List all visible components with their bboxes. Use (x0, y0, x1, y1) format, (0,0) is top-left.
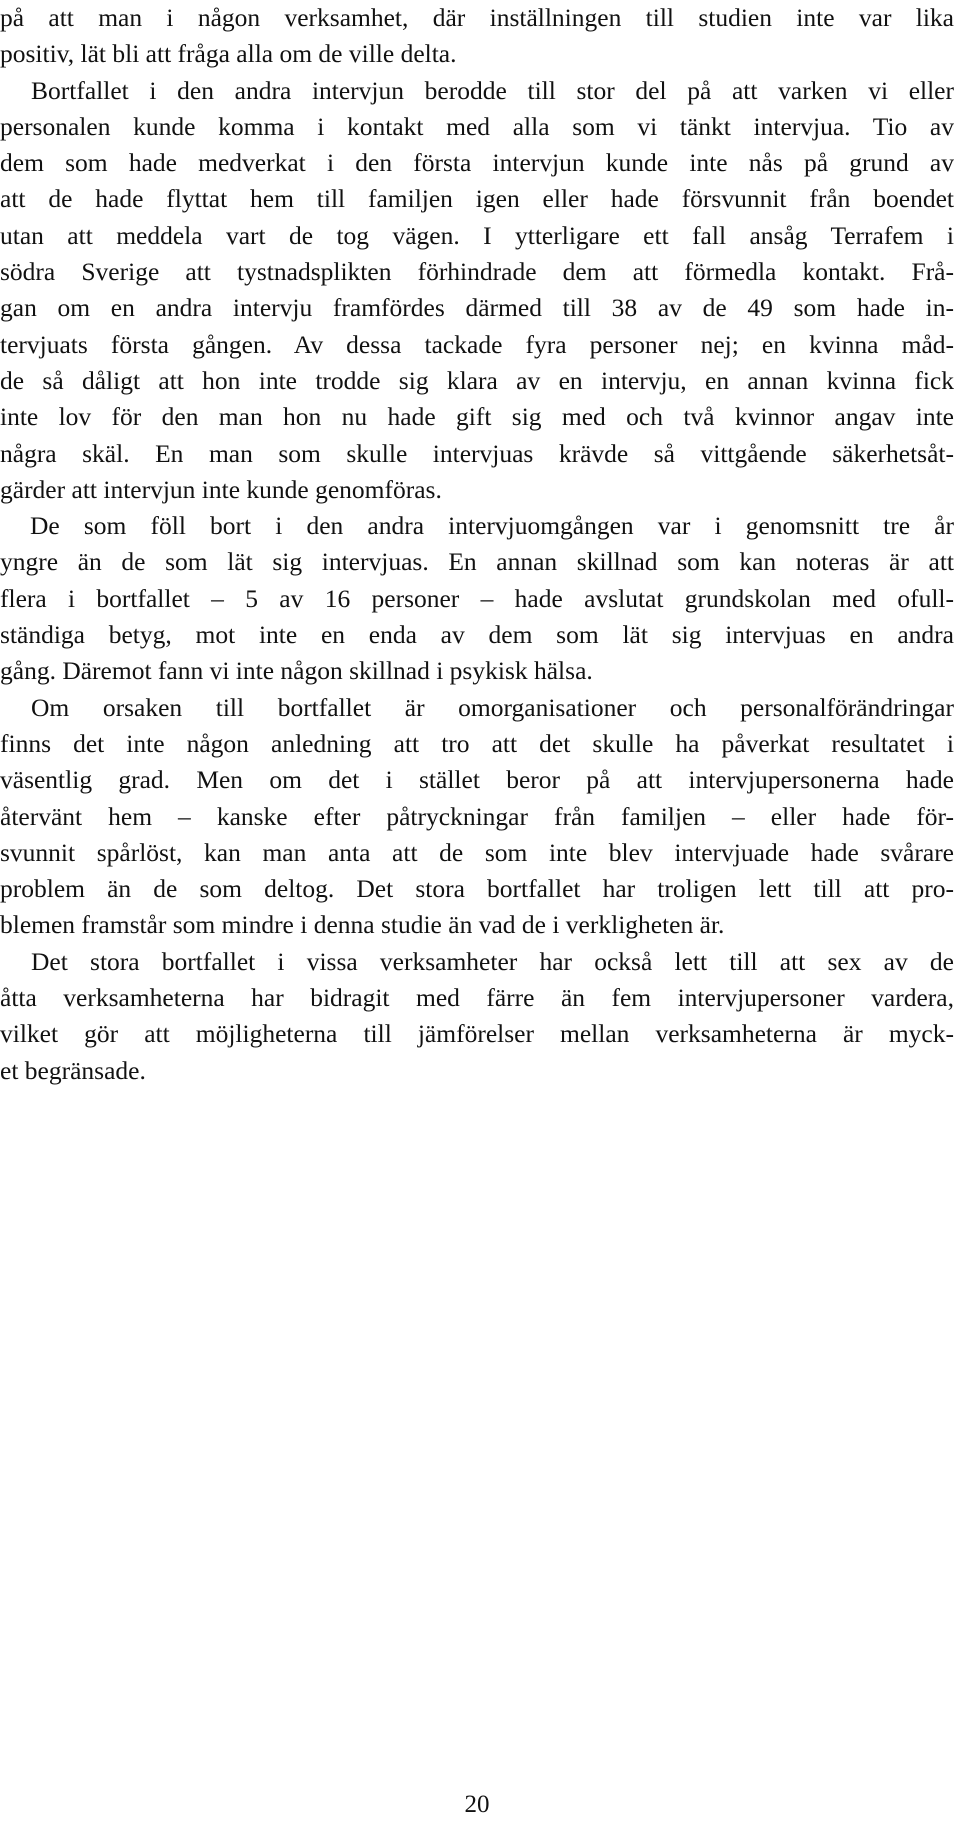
text-line: södra Sverige att tystnadsplikten förhindrade dem att förmedla kontakt. Frå- (0, 257, 954, 287)
text-line: åtta verksamheterna har bidragit med färre än fem intervjupersoner vardera, (0, 983, 954, 1013)
text-line: personalen kunde komma i kontakt med alla som vi tänkt intervjua. Tio av (0, 111, 954, 141)
text-line: tervjuats första gången. Av dessa tackade fyra personer nej; en kvinna måd- (0, 329, 954, 359)
text-line: problem än de som deltog. Det stora bortfallet har troligen lett till att pro- (0, 874, 954, 904)
page-number: 20 (464, 1791, 490, 1818)
text-line: vilket gör att möjligheterna till jämförelser mellan verksamheterna är myck- (0, 1019, 954, 1049)
text-line: De som föll bort i den andra intervjuomgången var i genomsnitt tre år (30, 511, 954, 541)
text-line: positiv, lät bli att fråga alla om de ville delta. (0, 39, 457, 69)
text-line: dem som hade medverkat i den första intervjun kunde inte nås på grund av (0, 148, 954, 178)
text-line: gan om en andra intervju framfördes därmed till 38 av de 49 som hade in- (0, 293, 954, 323)
text-line: svunnit spårlöst, kan man anta att de som inte blev intervjuade hade svårare (0, 837, 954, 867)
text-line: finns det inte någon anledning att tro att det skulle ha påverkat resultatet i (0, 728, 954, 758)
text-line: Om orsaken till bortfallet är omorganisationer och personalförändringar (31, 692, 954, 722)
text-line: Bortfallet i den andra intervjun berodde till stor del på att varken vi eller (31, 75, 954, 105)
text-line: ständiga betyg, mot inte en enda av dem som lät sig intervjuas en andra (0, 620, 954, 650)
text-line: yngre än de som lät sig intervjuas. En annan skillnad som kan noteras är att (0, 547, 954, 577)
text-line: på att man i någon verksamhet, där inställningen till studien inte var lika (0, 3, 954, 32)
text-line: flera i bortfallet – 5 av 16 personer – hade avslutat grundskolan med ofull- (0, 583, 954, 613)
text-line: utan att meddela vart de tog vägen. I ytterligare ett fall ansåg Terrafem i (0, 220, 954, 250)
text-line: Det stora bortfallet i vissa verksamheter har också lett till att sex av de (31, 946, 954, 976)
text-line: gärder att intervjun inte kunde genomföras. (0, 474, 442, 504)
text-line: inte lov för den man hon nu hade gift sig med och två kvinnor angav inte (0, 402, 954, 432)
text-line: återvänt hem – kanske efter påtryckningar från familjen – eller hade för- (0, 801, 954, 831)
text-line: blemen framstår som mindre i denna studie än vad de i verkligheten är. (0, 910, 725, 940)
text-line: att de hade flyttat hem till familjen igen eller hade försvunnit från boendet (0, 184, 954, 214)
text-line: de så dåligt att hon inte trodde sig klara av en intervju, en annan kvinna fick (0, 365, 954, 395)
text-line: väsentlig grad. Men om det i stället beror på att intervjupersonerna hade (0, 765, 954, 795)
text-line: gång. Däremot fann vi inte någon skillnad i psykisk hälsa. (0, 656, 593, 686)
text-line: några skäl. En man som skulle intervjuas krävde så vittgående säkerhetsåt- (0, 438, 954, 468)
text-line: et begränsade. (0, 1055, 146, 1085)
